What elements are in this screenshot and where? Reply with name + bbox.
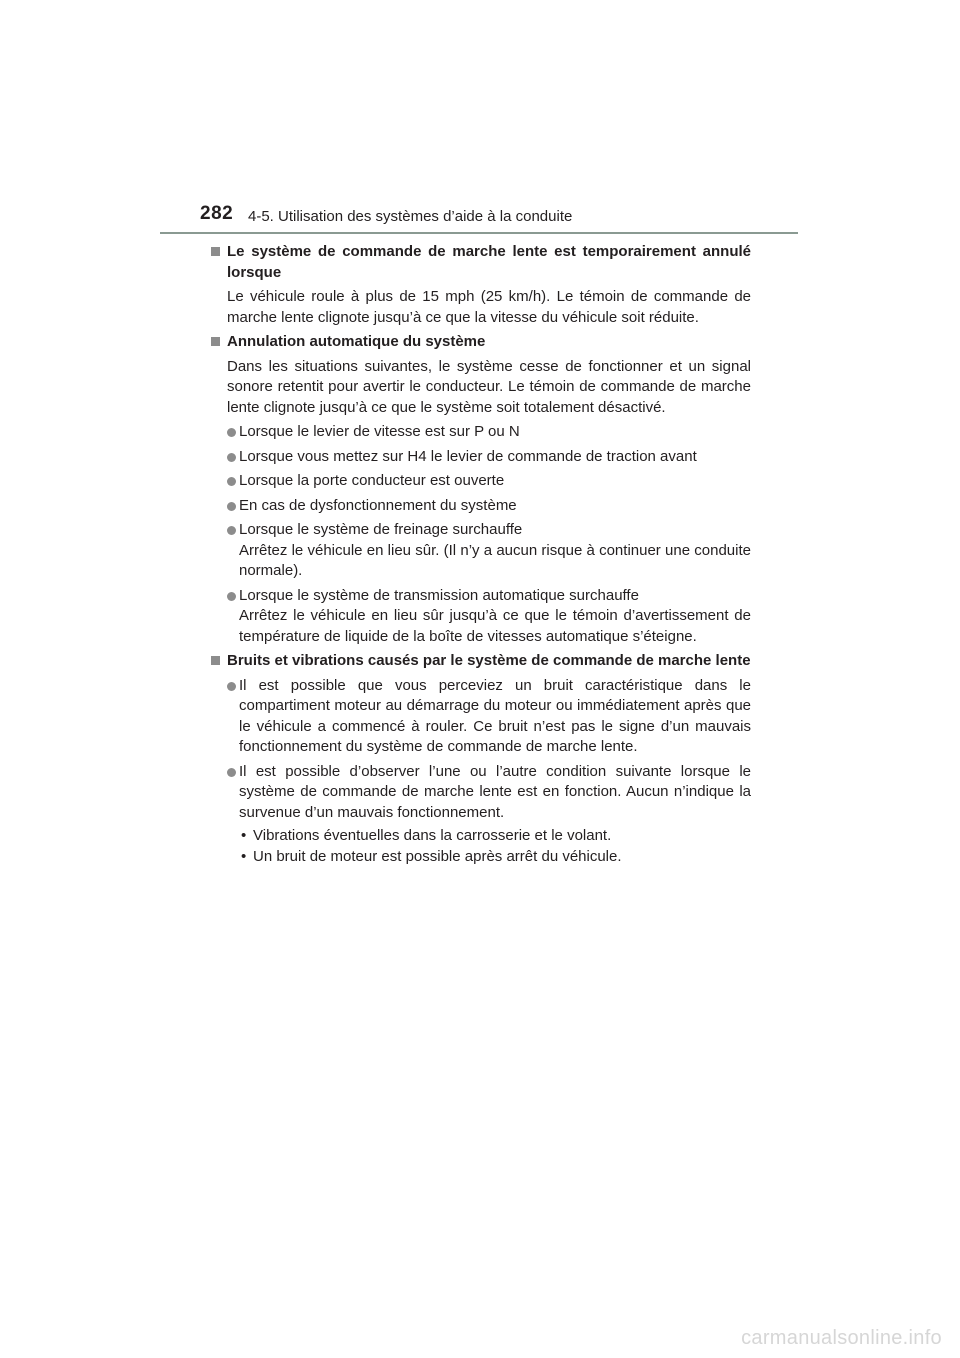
list-item-text: Lorsque le levier de vitesse est sur P ou N [239,423,520,440]
list-item-text: Lorsque la porte conducteur est ouverte [239,472,505,489]
square-bullet-icon [211,337,220,346]
watermark: carmanualsonline.info [741,1327,942,1349]
list-item [211,447,751,468]
section-heading [211,651,751,672]
list-item-text: Il est possible que vous perceviez un bruit caractéristique dans le compartiment moteur au démarrage du moteur ou immédiatement après que le véhicule a commencé à rouler. Ce bruit n’est pas le signe d’un mauvais fonctionnement du système de commande de marche lente. [239,676,751,755]
list-item-text: Lorsque le système de transmission automatique surchauffe [239,586,639,604]
circle-bullet-icon [227,526,236,535]
list-item-text: Lorsque vous mettez sur H4 le levier de commande de traction avant [239,447,697,465]
heading-text: Annulation automatique du système [227,333,486,350]
sub-list-item: • Un bruit de moteur est possible après arrêt du véhicule. [239,847,751,868]
sub-list [211,826,751,867]
circle-bullet-icon [227,592,236,601]
list-item [211,586,751,648]
list-item-detail: Arrêtez le véhicule en lieu sûr. (Il n’y a aucun risque à continuer une conduite normale). [239,541,751,579]
paragraph: Le véhicule roule à plus de 15 mph (25 km/h). Le témoin de commande de marche lente clignote jusqu’à ce que la vitesse du véhicule soit réduite. [227,288,751,326]
paragraph: Dans les situations suivantes, le système cesse de fonctionner et un signal sonore retentit pour avertir le conducteur. Le témoin de commande de marche lente clignote jusqu’à ce que le système soit totalement désactivé. [227,357,751,416]
list-item-text: Il est possible d’observer l’une ou l’autre condition suivante lorsque le système de commande de marche lente est en fonction. Aucun n’indique la survenue d’un mauvais fonctionnement. [239,762,751,821]
circle-bullet-icon [227,453,236,462]
circle-bullet-icon [227,768,236,777]
heading-text: Bruits et vibrations causés par le système de commande de marche lente [227,652,751,669]
list-item-detail: Arrêtez le véhicule en lieu sûr jusqu’à ce que le témoin d’avertissement de température de liquide de la boîte de vitesses automatique s’éteigne. [239,607,751,645]
list-item-text: En cas de dysfonctionnement du système [239,496,517,514]
list-item [211,471,751,492]
circle-bullet-icon [227,428,236,437]
sub-list-item: • Vibrations éventuelles dans la carrosserie et le volant. [239,826,751,847]
list-item-text: Lorsque le système de freinage surchauffe [239,521,523,538]
page-header [0,0,960,240]
section-heading [211,242,751,283]
list-item [211,520,751,582]
circle-bullet-icon [227,682,236,691]
list-item [211,676,751,758]
section-title: 4-5. Utilisation des systèmes d’aide à la conduite [248,208,573,225]
circle-bullet-icon [227,502,236,511]
page-content [211,242,751,867]
list-item [211,496,751,517]
page-number: 282 [200,203,234,224]
square-bullet-icon [211,656,220,665]
section-heading [211,332,751,353]
heading-text: Le système de commande de marche lente est temporairement annulé lorsque [227,243,751,281]
circle-bullet-icon [227,477,236,486]
square-bullet-icon [211,247,220,256]
header-divider [160,232,798,234]
list-item [211,422,751,443]
list-item [211,762,751,824]
